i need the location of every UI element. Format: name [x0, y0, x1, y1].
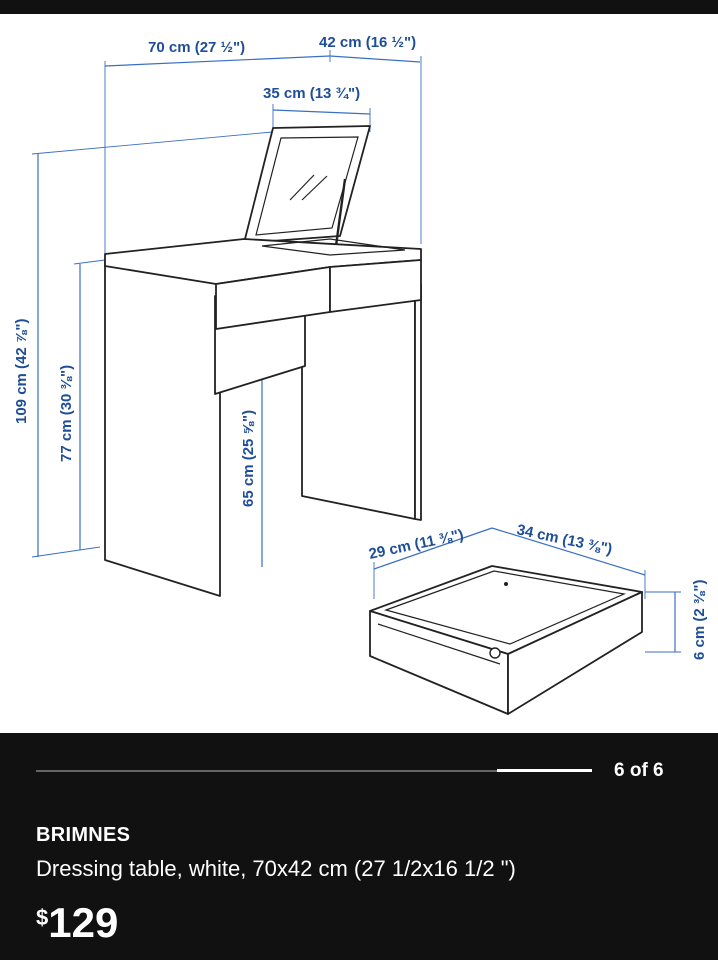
mirror-width-dimension-line	[273, 110, 370, 114]
dimension-diagram	[0, 14, 718, 733]
mirror-width-label: 35 cm (13 ¾")	[263, 85, 361, 102]
width-label: 70 cm (27 ½")	[148, 39, 246, 56]
drawer-height-label: 6 cm (2 ⅜")	[691, 579, 708, 660]
dressing-table-drawing	[105, 126, 421, 596]
gallery-progress-indicator	[497, 769, 592, 772]
gallery-progress-bar	[36, 770, 592, 772]
depth-dimension-line	[330, 56, 420, 62]
width-dimension-line	[105, 56, 330, 66]
drawer-drawing	[370, 566, 642, 714]
price-currency: $	[36, 905, 49, 930]
drawer-depth-label: 34 cm (13 ⅜")	[515, 521, 614, 559]
table-height-label: 77 cm (30 ⅜")	[58, 364, 75, 462]
product-description: Dressing table, white, 70x42 cm (27 1/2x16 1/2 ")	[36, 856, 516, 881]
price-value: 129	[48, 899, 119, 946]
leg-clearance-label: 65 cm (25 ⅝")	[240, 409, 257, 507]
product-price	[36, 899, 118, 947]
gallery-page-counter: 6 of 6	[614, 760, 664, 781]
product-name[interactable]: BRIMNES	[36, 824, 131, 846]
total-height-label: 109 cm (42 ⅞")	[13, 318, 30, 424]
top-bar	[0, 0, 718, 14]
drawer-width-label: 29 cm (11 ⅜")	[367, 526, 466, 563]
product-info-panel	[0, 733, 718, 960]
depth-label: 42 cm (16 ½")	[319, 34, 417, 51]
product-image[interactable]	[0, 14, 718, 733]
